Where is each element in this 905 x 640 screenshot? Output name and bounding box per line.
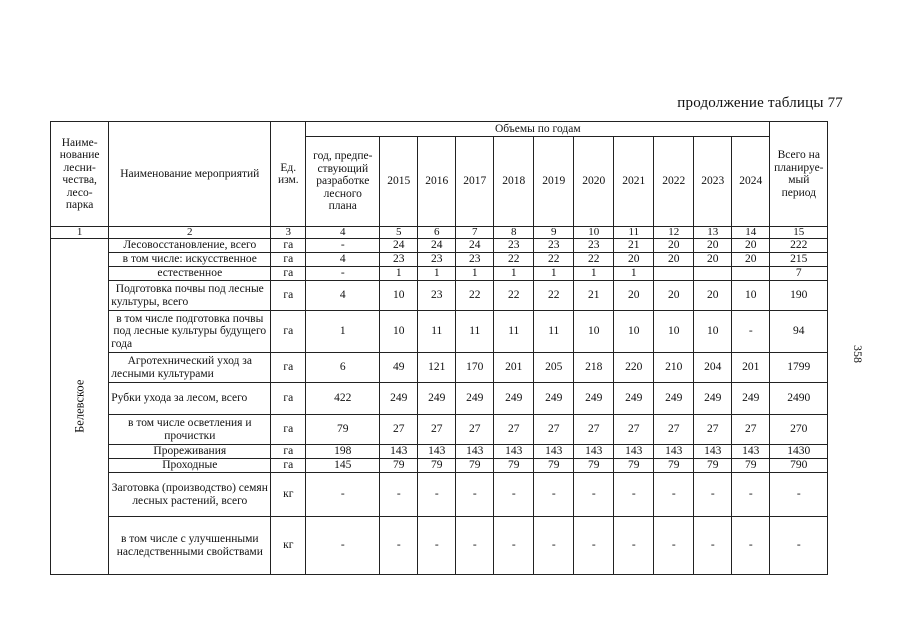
header-year-2024: 2024 — [732, 137, 770, 227]
year-value-2018: 22 — [494, 281, 534, 311]
year-value-2018: 249 — [494, 383, 534, 415]
year-value-2021: 20 — [614, 281, 654, 311]
column-number: 15 — [770, 227, 828, 239]
year-value-2019: - — [534, 473, 574, 517]
year-value-2023: 204 — [694, 353, 732, 383]
year-value-2015: 1 — [380, 267, 418, 281]
year-value-2022: 27 — [654, 415, 694, 445]
total-value: 7 — [770, 267, 828, 281]
year-value-2022: 10 — [654, 311, 694, 353]
year-value-2023: - — [694, 517, 732, 575]
column-number: 9 — [534, 227, 574, 239]
year-value-2019: - — [534, 517, 574, 575]
column-number: 6 — [418, 227, 456, 239]
year-value-2017: - — [456, 517, 494, 575]
column-number: 12 — [654, 227, 694, 239]
prior-year-value: 422 — [306, 383, 380, 415]
year-value-2018: - — [494, 473, 534, 517]
column-number: 7 — [456, 227, 494, 239]
year-value-2020: 23 — [574, 239, 614, 253]
column-number: 5 — [380, 227, 418, 239]
header-total: Всего на планируе-мый период — [770, 122, 828, 227]
year-value-2021: 1 — [614, 267, 654, 281]
year-value-2019: 23 — [534, 239, 574, 253]
unit-cell: га — [271, 445, 306, 459]
year-value-2023: 20 — [694, 239, 732, 253]
year-value-2022: 210 — [654, 353, 694, 383]
year-value-2020: 249 — [574, 383, 614, 415]
year-value-2015: - — [380, 517, 418, 575]
year-value-2019: 79 — [534, 459, 574, 473]
total-value: 2490 — [770, 383, 828, 415]
year-value-2021: - — [614, 473, 654, 517]
year-value-2023: 143 — [694, 445, 732, 459]
activity-name: Проходные — [109, 459, 271, 473]
prior-year-value: 145 — [306, 459, 380, 473]
year-value-2015: 79 — [380, 459, 418, 473]
year-value-2021: 249 — [614, 383, 654, 415]
prior-year-value: - — [306, 267, 380, 281]
year-value-2015: 23 — [380, 253, 418, 267]
year-value-2020: 1 — [574, 267, 614, 281]
year-value-2016: 11 — [418, 311, 456, 353]
year-value-2016: 23 — [418, 281, 456, 311]
year-value-2022 — [654, 267, 694, 281]
unit-cell: га — [271, 459, 306, 473]
year-value-2021: - — [614, 517, 654, 575]
header-year-2021: 2021 — [614, 137, 654, 227]
year-value-2020: 10 — [574, 311, 614, 353]
year-value-2016: 143 — [418, 445, 456, 459]
year-value-2015: 10 — [380, 281, 418, 311]
table-row — [51, 267, 828, 281]
year-value-2015: 249 — [380, 383, 418, 415]
activity-name: Рубки ухода за лесом, всего — [109, 383, 271, 415]
year-value-2020: 27 — [574, 415, 614, 445]
year-value-2016: - — [418, 473, 456, 517]
unit-cell: га — [271, 253, 306, 267]
column-number: 11 — [614, 227, 654, 239]
year-value-2023: 27 — [694, 415, 732, 445]
table-row — [51, 281, 828, 311]
activity-name: Прореживания — [109, 445, 271, 459]
total-value: 270 — [770, 415, 828, 445]
year-value-2016: 27 — [418, 415, 456, 445]
year-value-2022: 249 — [654, 383, 694, 415]
header-year-2023: 2023 — [694, 137, 732, 227]
year-value-2021: 20 — [614, 253, 654, 267]
unit-cell: га — [271, 239, 306, 253]
year-value-2017: 170 — [456, 353, 494, 383]
year-value-2017: 143 — [456, 445, 494, 459]
column-number: 13 — [694, 227, 732, 239]
activity-name: в том числе осветления и прочистки — [109, 415, 271, 445]
year-value-2017: 79 — [456, 459, 494, 473]
forestry-activities-table — [50, 121, 828, 575]
year-value-2017: - — [456, 473, 494, 517]
year-value-2018: 79 — [494, 459, 534, 473]
year-value-2023: 20 — [694, 281, 732, 311]
year-value-2016: 79 — [418, 459, 456, 473]
year-value-2021: 79 — [614, 459, 654, 473]
prior-year-value: 79 — [306, 415, 380, 445]
table-row — [51, 445, 828, 459]
year-value-2017: 11 — [456, 311, 494, 353]
unit-cell: га — [271, 353, 306, 383]
year-value-2020: 21 — [574, 281, 614, 311]
header-year-2017: 2017 — [456, 137, 494, 227]
table-row — [51, 517, 828, 575]
unit-cell: га — [271, 311, 306, 353]
table-row — [51, 311, 828, 353]
header-year-2018: 2018 — [494, 137, 534, 227]
header-volumes: Объемы по годам — [306, 122, 770, 137]
prior-year-value: 4 — [306, 281, 380, 311]
year-value-2017: 24 — [456, 239, 494, 253]
year-value-2016: - — [418, 517, 456, 575]
year-value-2016: 121 — [418, 353, 456, 383]
total-value: 1799 — [770, 353, 828, 383]
year-value-2024: 27 — [732, 415, 770, 445]
year-value-2024: - — [732, 311, 770, 353]
page-number: 358 — [851, 345, 865, 363]
column-number: 2 — [109, 227, 271, 239]
year-value-2017: 23 — [456, 253, 494, 267]
total-value: - — [770, 517, 828, 575]
year-value-2021: 10 — [614, 311, 654, 353]
year-value-2020: 143 — [574, 445, 614, 459]
table-row — [51, 253, 828, 267]
year-value-2021: 27 — [614, 415, 654, 445]
header-year-2016: 2016 — [418, 137, 456, 227]
year-value-2018: 22 — [494, 253, 534, 267]
year-value-2017: 1 — [456, 267, 494, 281]
year-value-2022: - — [654, 473, 694, 517]
year-value-2022: 20 — [654, 253, 694, 267]
header-year-2020: 2020 — [574, 137, 614, 227]
column-number: 8 — [494, 227, 534, 239]
year-value-2023: - — [694, 473, 732, 517]
total-value: 222 — [770, 239, 828, 253]
year-value-2024: - — [732, 517, 770, 575]
column-number: 4 — [306, 227, 380, 239]
unit-cell: кг — [271, 517, 306, 575]
year-value-2021: 143 — [614, 445, 654, 459]
activity-name: в том числе: искусственное — [109, 253, 271, 267]
header-year-2022: 2022 — [654, 137, 694, 227]
year-value-2017: 27 — [456, 415, 494, 445]
table-caption: продолжение таблицы 77 — [677, 95, 843, 111]
prior-year-value: 6 — [306, 353, 380, 383]
year-value-2020: - — [574, 517, 614, 575]
prior-year-value: 198 — [306, 445, 380, 459]
header-unit: Ед. изм. — [271, 122, 306, 227]
prior-year-value: - — [306, 239, 380, 253]
year-value-2019: 22 — [534, 253, 574, 267]
unit-cell: кг — [271, 473, 306, 517]
year-value-2018: 1 — [494, 267, 534, 281]
year-value-2022: 79 — [654, 459, 694, 473]
year-value-2016: 1 — [418, 267, 456, 281]
year-value-2015: 10 — [380, 311, 418, 353]
unit-cell: га — [271, 383, 306, 415]
year-value-2022: 20 — [654, 281, 694, 311]
table-row — [51, 383, 828, 415]
prior-year-value: - — [306, 473, 380, 517]
activity-name: Заготовка (производство) семян лесных растений, всего — [109, 473, 271, 517]
table-row — [51, 239, 828, 253]
year-value-2020: 79 — [574, 459, 614, 473]
year-value-2022: 143 — [654, 445, 694, 459]
header-activity: Наименование мероприятий — [109, 122, 271, 227]
year-value-2024: 20 — [732, 239, 770, 253]
year-value-2018: 27 — [494, 415, 534, 445]
activity-name: в том числе подготовка почвы под лесные культуры будущего года — [109, 311, 271, 353]
table-row — [51, 415, 828, 445]
year-value-2022: - — [654, 517, 694, 575]
total-value: 190 — [770, 281, 828, 311]
year-value-2024 — [732, 267, 770, 281]
table-row — [51, 353, 828, 383]
header-forestry: Наиме-нование лесни-чества, лесо-парка — [51, 122, 109, 227]
activity-name: Лесовосстановление, всего — [109, 239, 271, 253]
year-value-2015: 49 — [380, 353, 418, 383]
unit-cell: га — [271, 267, 306, 281]
year-value-2015: 143 — [380, 445, 418, 459]
year-value-2015: 27 — [380, 415, 418, 445]
table-row — [51, 473, 828, 517]
year-value-2020: 22 — [574, 253, 614, 267]
year-value-2019: 205 — [534, 353, 574, 383]
year-value-2018: 23 — [494, 239, 534, 253]
year-value-2024: - — [732, 473, 770, 517]
activity-name: Агротехнический уход за лесными культурами — [109, 353, 271, 383]
year-value-2024: 249 — [732, 383, 770, 415]
year-value-2019: 249 — [534, 383, 574, 415]
total-value: 1430 — [770, 445, 828, 459]
total-value: - — [770, 473, 828, 517]
forestry-name: Белевское — [72, 379, 87, 433]
year-value-2016: 24 — [418, 239, 456, 253]
activity-name: Подготовка почвы под лесные культуры, всего — [109, 281, 271, 311]
year-value-2023: 249 — [694, 383, 732, 415]
prior-year-value: 1 — [306, 311, 380, 353]
column-number: 14 — [732, 227, 770, 239]
prior-year-value: 4 — [306, 253, 380, 267]
column-number: 1 — [51, 227, 109, 239]
year-value-2019: 1 — [534, 267, 574, 281]
year-value-2019: 27 — [534, 415, 574, 445]
year-value-2023: 79 — [694, 459, 732, 473]
header-year-2019: 2019 — [534, 137, 574, 227]
year-value-2019: 143 — [534, 445, 574, 459]
column-number: 3 — [271, 227, 306, 239]
year-value-2020: - — [574, 473, 614, 517]
year-value-2024: 79 — [732, 459, 770, 473]
year-value-2016: 249 — [418, 383, 456, 415]
year-value-2023: 20 — [694, 253, 732, 267]
unit-cell: га — [271, 281, 306, 311]
year-value-2019: 11 — [534, 311, 574, 353]
unit-cell: га — [271, 415, 306, 445]
forestry-name-cell — [51, 239, 109, 575]
year-value-2015: - — [380, 473, 418, 517]
year-value-2015: 24 — [380, 239, 418, 253]
year-value-2017: 249 — [456, 383, 494, 415]
column-number: 10 — [574, 227, 614, 239]
year-value-2023 — [694, 267, 732, 281]
year-value-2019: 22 — [534, 281, 574, 311]
year-value-2018: - — [494, 517, 534, 575]
year-value-2018: 201 — [494, 353, 534, 383]
year-value-2024: 10 — [732, 281, 770, 311]
year-value-2022: 20 — [654, 239, 694, 253]
year-value-2024: 201 — [732, 353, 770, 383]
year-value-2021: 220 — [614, 353, 654, 383]
year-value-2021: 21 — [614, 239, 654, 253]
header-year-2015: 2015 — [380, 137, 418, 227]
year-value-2020: 218 — [574, 353, 614, 383]
year-value-2018: 143 — [494, 445, 534, 459]
year-value-2016: 23 — [418, 253, 456, 267]
activity-name: в том числе с улучшенными наследственными свойствами — [109, 517, 271, 575]
header-prior-year: год, предпе-ствующий разработке лесного плана — [306, 137, 380, 227]
year-value-2018: 11 — [494, 311, 534, 353]
prior-year-value: - — [306, 517, 380, 575]
total-value: 94 — [770, 311, 828, 353]
year-value-2024: 20 — [732, 253, 770, 267]
total-value: 790 — [770, 459, 828, 473]
year-value-2023: 10 — [694, 311, 732, 353]
year-value-2024: 143 — [732, 445, 770, 459]
total-value: 215 — [770, 253, 828, 267]
activity-name: естественное — [109, 267, 271, 281]
year-value-2017: 22 — [456, 281, 494, 311]
table-row — [51, 459, 828, 473]
